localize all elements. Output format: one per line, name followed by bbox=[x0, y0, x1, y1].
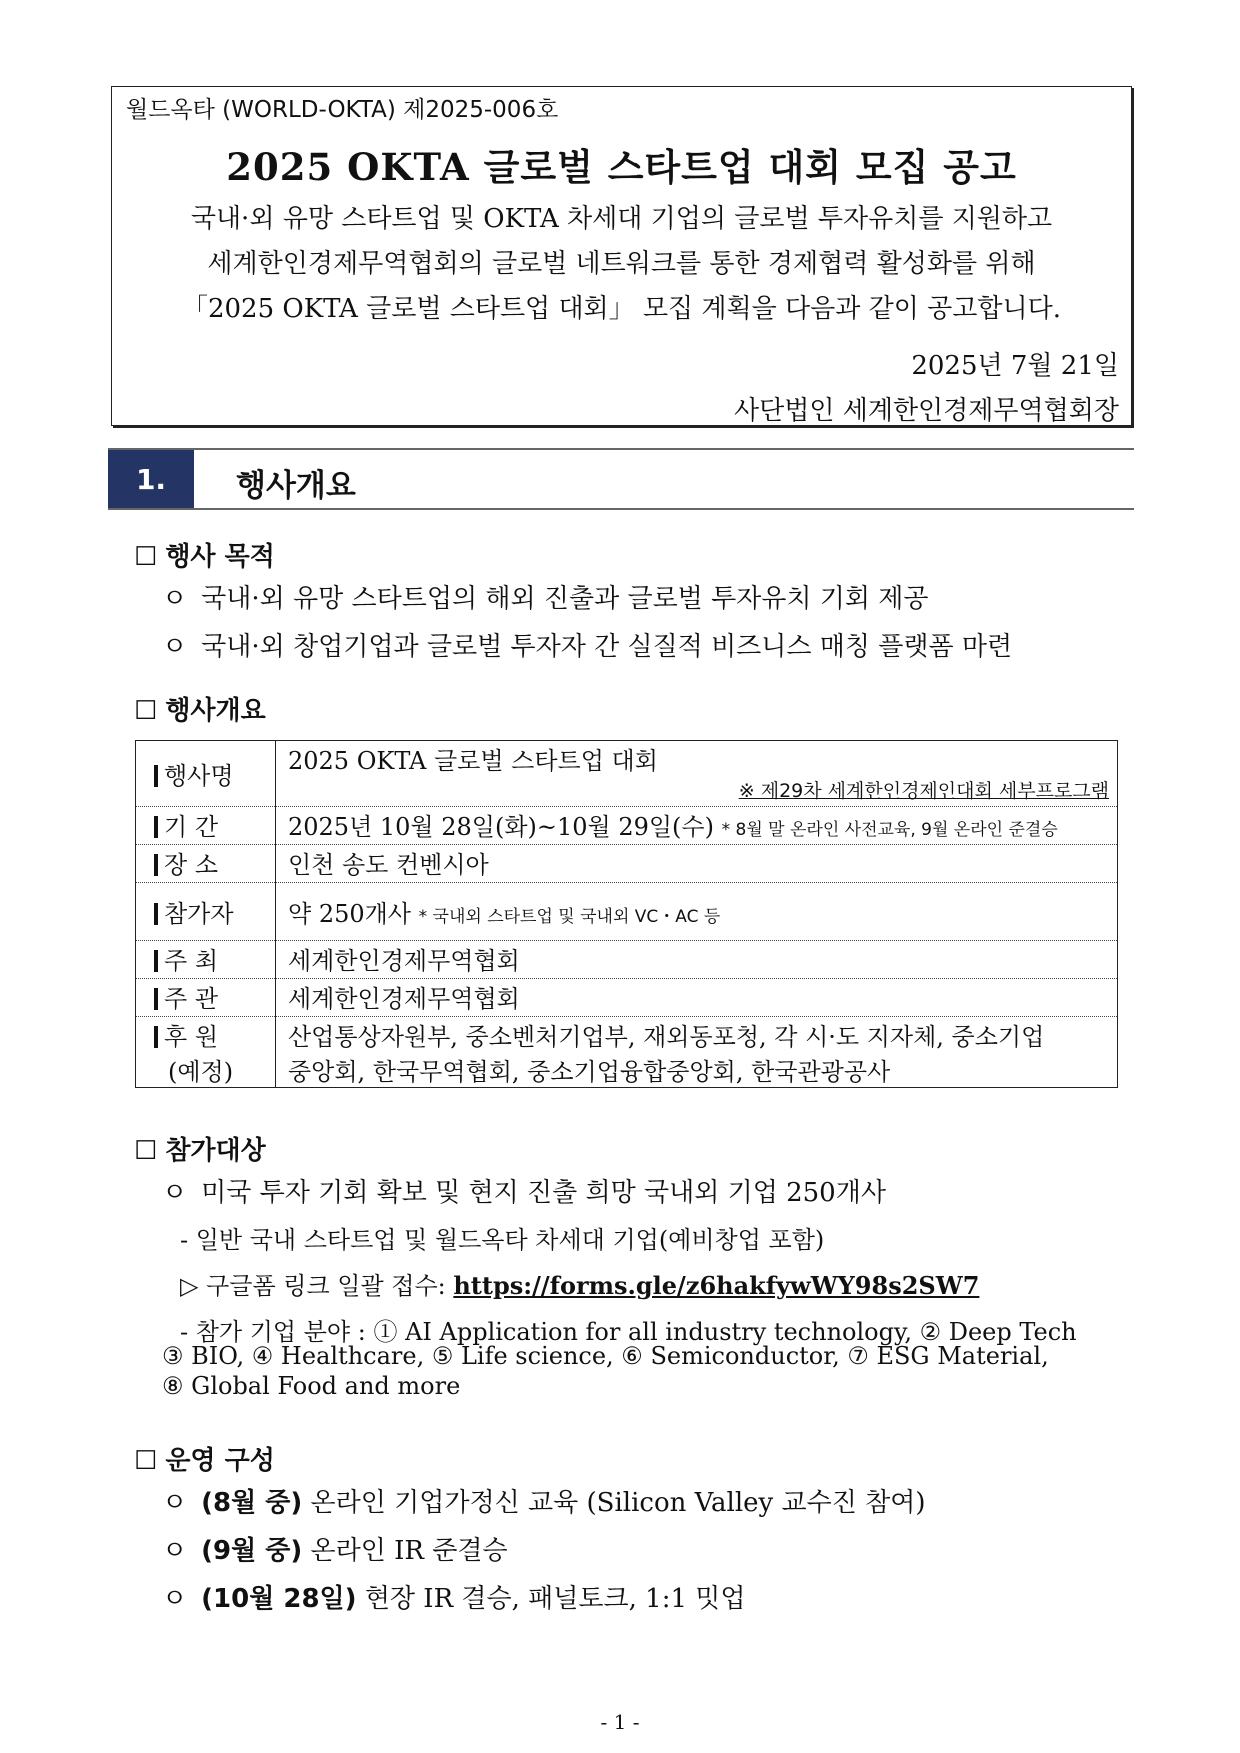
checkbox-square-icon: ☐ bbox=[134, 696, 158, 726]
table-row bbox=[136, 1017, 1118, 1088]
row-label-period: 기 간 bbox=[136, 807, 276, 845]
document-number: 월드옥타 (WORLD-OKTA) 제2025-006호 bbox=[126, 97, 559, 123]
period-note: * 8월 말 온라인 사전교육, 9월 온라인 준결승 bbox=[721, 820, 1058, 840]
fields-line-3: ⑧ Global Food and more bbox=[162, 1372, 461, 1400]
fields-line-1: - 참가 기업 분야 : ① AI Application for all industry technology, ② Deep Tech bbox=[180, 1318, 1077, 1346]
row-label-name: 행사명 bbox=[136, 741, 276, 807]
participants-note: * 국내외 스타트업 및 국내외 VC・AC 등 bbox=[418, 907, 721, 927]
row-value-host: 세계한인경제무역협회 bbox=[288, 947, 520, 975]
target-main: ㅇ 미국 투자 기회 확보 및 현지 진출 희망 국내외 기업 250개사 bbox=[162, 1178, 886, 1208]
intro-line-2: 세계한인경제무역협회의 글로벌 네트워크를 통한 경제협력 활성화를 위해 bbox=[207, 249, 1036, 279]
google-form-link[interactable]: https://forms.gle/z6hakfywWY98s2SW7 bbox=[453, 1271, 980, 1300]
row-label-venue: 장 소 bbox=[136, 845, 276, 883]
purpose-heading: ☐ 행사 목적 bbox=[134, 542, 275, 572]
circle-bullet-icon: ㅇ bbox=[162, 1536, 188, 1566]
notice-title: 2025 OKTA 글로벌 스타트업 대회 모집 공고 bbox=[226, 145, 1017, 189]
row-label-host: 주 최 bbox=[136, 941, 276, 979]
row-value-venue: 인천 송도 컨벤시아 bbox=[288, 851, 489, 879]
table-row bbox=[136, 845, 1118, 883]
checkbox-square-icon: ☐ bbox=[134, 1446, 158, 1476]
section-title: 행사개요 bbox=[236, 468, 356, 504]
row-label-sponsor: 후 원 (예정) bbox=[136, 1017, 276, 1088]
circle-bullet-icon: ㅇ bbox=[162, 1584, 188, 1614]
page-number: - 1 - bbox=[600, 1710, 640, 1734]
table-row bbox=[136, 741, 1118, 807]
operation-item-2: ㅇ (9월 중) 온라인 IR 준결승 bbox=[162, 1536, 508, 1566]
purpose-item-1: ㅇ 국내·외 유망 스타트업의 해외 진출과 글로벌 투자유치 기회 제공 bbox=[162, 584, 929, 614]
row-label-organizer: 주 관 bbox=[136, 979, 276, 1017]
table-row bbox=[136, 941, 1118, 979]
table-row bbox=[136, 807, 1118, 845]
intro-line-1: 국내·외 유망 스타트업 및 OKTA 차세대 기업의 글로벌 투자유치를 지원하고 bbox=[190, 204, 1053, 234]
section-number: 1. bbox=[108, 450, 194, 508]
target-heading: ☐ 참가대상 bbox=[134, 1136, 266, 1166]
target-sub: - 일반 국내 스타트업 및 월드옥타 차세대 기업(예비창업 포함) bbox=[180, 1226, 825, 1254]
operation-item-3: ㅇ (10월 28일) 현장 IR 결승, 패널토크, 1:1 밋업 bbox=[162, 1584, 746, 1614]
operation-heading: ☐ 운영 구성 bbox=[134, 1446, 275, 1476]
table-row bbox=[136, 883, 1118, 941]
checkbox-square-icon: ☐ bbox=[134, 542, 158, 572]
notice-issuer: 사단법인 세계한인경제무역협회장 bbox=[733, 396, 1119, 426]
circle-bullet-icon: ㅇ bbox=[162, 1178, 188, 1208]
circle-bullet-icon: ㅇ bbox=[162, 584, 188, 614]
operation-item-1: ㅇ (8월 중) 온라인 기업가정신 교육 (Silicon Valley 교수진 참여) bbox=[162, 1488, 926, 1518]
fields-line-2: ③ BIO, ④ Healthcare, ⑤ Life science, ⑥ Semiconductor, ⑦ ESG Material, bbox=[162, 1342, 1049, 1370]
table-row bbox=[136, 979, 1118, 1017]
row-value-period: 2025년 10월 28일(화)~10월 29일(수) * 8월 말 온라인 사전교육, 9월 온라인 준결승 bbox=[288, 813, 1058, 841]
circle-bullet-icon: ㅇ bbox=[162, 1488, 188, 1518]
row-label-participants: 참가자 bbox=[136, 883, 276, 941]
form-link-line: ▷ 구글폼 링크 일괄 접수: https://forms.gle/z6hakfywWY98s2SW7 bbox=[180, 1271, 980, 1300]
notice-intro bbox=[112, 197, 1131, 332]
program-note: ※ 제29차 세계한인경제인대회 세부프로그램 bbox=[738, 780, 1109, 802]
row-value-participants: 약 250개사 * 국내외 스타트업 및 국내외 VC・AC 등 bbox=[288, 900, 721, 928]
row-value-organizer: 세계한인경제무역협회 bbox=[288, 985, 520, 1013]
row-value-name: 2025 OKTA 글로벌 스타트업 대회 ※ 제29차 세계한인경제인대회 세부프로그램 bbox=[288, 747, 1109, 802]
notice-date: 2025년 7월 21일 bbox=[911, 351, 1119, 381]
intro-line-3: 「2025 OKTA 글로벌 스타트업 대회」 모집 계획을 다음과 같이 공고합니다. bbox=[181, 294, 1062, 324]
checkbox-square-icon: ☐ bbox=[134, 1136, 158, 1166]
row-value-sponsor: 산업통상자원부, 중소벤처기업부, 재외동포청, 각 시·도 지자체, 중소기업 중앙회, 한국무역협회, 중소기업융합중앙회, 한국관광공사 bbox=[288, 1023, 1045, 1086]
notice-header-box bbox=[111, 86, 1132, 426]
purpose-item-2: ㅇ 국내·외 창업기업과 글로벌 투자자 간 실질적 비즈니스 매칭 플랫폼 마련 bbox=[162, 632, 1013, 662]
circle-bullet-icon: ㅇ bbox=[162, 632, 188, 662]
overview-table bbox=[135, 740, 1118, 1088]
section-heading bbox=[108, 448, 1134, 510]
overview-heading: ☐ 행사개요 bbox=[134, 696, 266, 726]
